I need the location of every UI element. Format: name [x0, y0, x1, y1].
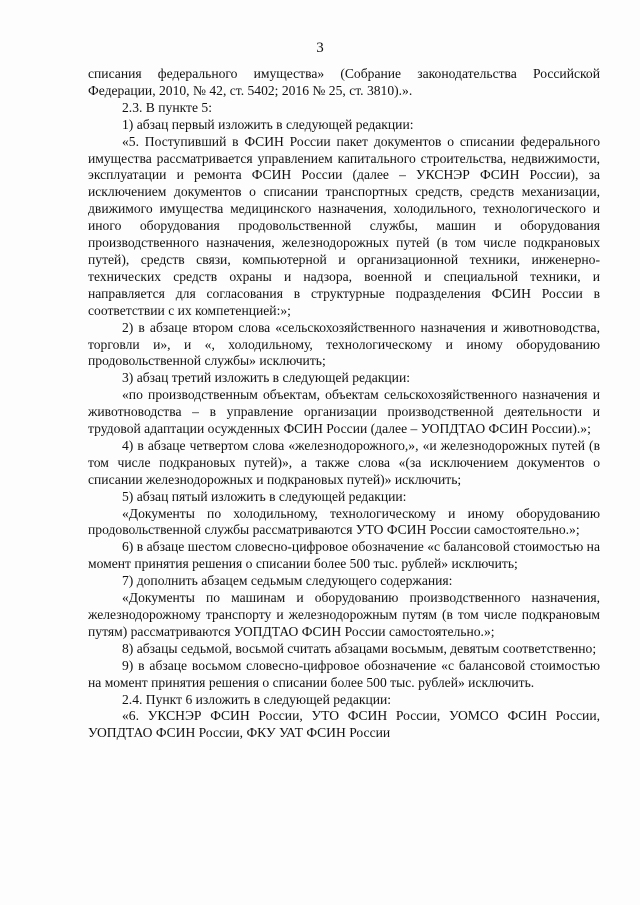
paragraph: «по производственным объектам, объектам сельскохозяйственного назначения и животноводства – в управление организации производственной деятельности и трудовой адаптации осужденных ФСИН России (далее – УОПДТАО ФСИН России).»; [88, 387, 600, 437]
paragraph: 7) дополнить абзацем седьмым следующего содержания: [122, 573, 453, 589]
paragraph: 3) абзац третий изложить в следующей редакции: [122, 370, 411, 386]
paragraph: 2.4. Пункт 6 изложить в следующей редакции: [122, 691, 392, 707]
paragraph: 9) в абзаце восьмом словесно-цифровое обозначение «с балансовой стоимостью на момент принятия решения о списании более 500 тыс. рублей» исключить. [88, 657, 600, 690]
paragraph: «Документы по машинам и оборудованию производственного назначения, железнодорожному транспорту и железнодорожным путям (в том числе подкрановым путям) рассматриваются УОПДТАО ФСИН России самостоятельно.»; [88, 590, 600, 639]
paragraph: 2) в абзаце втором слова «сельскохозяйственного назначения и животноводства, торговли и», и «, холодильному, технологическому и иному оборудованию продовольственной службы» исключить; [88, 319, 600, 369]
paragraph: списания федерального имущества» (Собрание законодательства Российской Федерации, 2010, № 42, ст. 5402; 2016 № 25, ст. 3810).». [88, 66, 600, 98]
paragraph: «6. УКСНЭР ФСИН России, УТО ФСИН России, УОМСО ФСИН России, УОПДТАО ФСИН России, ФКУ УАТ ФСИН России [88, 708, 600, 741]
page-number: 3 [316, 40, 324, 56]
paragraph: 8) абзацы седьмой, восьмой считать абзацами восьмым, девятым соответственно; [122, 640, 597, 656]
paragraph: 5) абзац пятый изложить в следующей редакции: [122, 488, 407, 504]
paragraph: 2.3. В пункте 5: [122, 99, 212, 115]
paragraph: «Документы по холодильному, технологическому и иному оборудованию продовольственной службы рассматриваются УТО ФСИН России самостоятельно.»; [88, 505, 600, 538]
paragraph: 4) в абзаце четвертом слова «железнодорожного,», «и железнодорожных путей (в том числе подкрановых путей)», а также слова «(за исключением документов о списании железнодорожных и подкрановых путей)» исключить; [88, 437, 600, 487]
document-body [88, 66, 600, 742]
paragraph: 1) абзац первый изложить в следующей редакции: [122, 116, 414, 132]
paragraph: 6) в абзаце шестом словесно-цифровое обозначение «с балансовой стоимостью на момент принятия решения о списании более 500 тыс. рублей» исключить; [88, 539, 600, 572]
paragraph: «5. Поступивший в ФСИН России пакет документов о списании федерального имущества рассматривается управлением капитального строительства, недвижимости, эксплуатации и ремонта ФСИН России (далее – УКСНЭР ФСИН России), за исключением документов о списании транспортных средств, средств механизации, движимого имущества медицинского назначения, холодильного, технологического и иного оборудования продовольственной службы, машин и оборудования производственного назначения, железнодорожных путей (в том числе подкрановых путей), средств связи, компьютерной и организационной техники, инженерно-технических средств охраны и надзора, военной и специальной техники, и направляется для согласования в структурные подразделения ФСИН России в соответствии с их компетенцией:»; [88, 133, 600, 318]
